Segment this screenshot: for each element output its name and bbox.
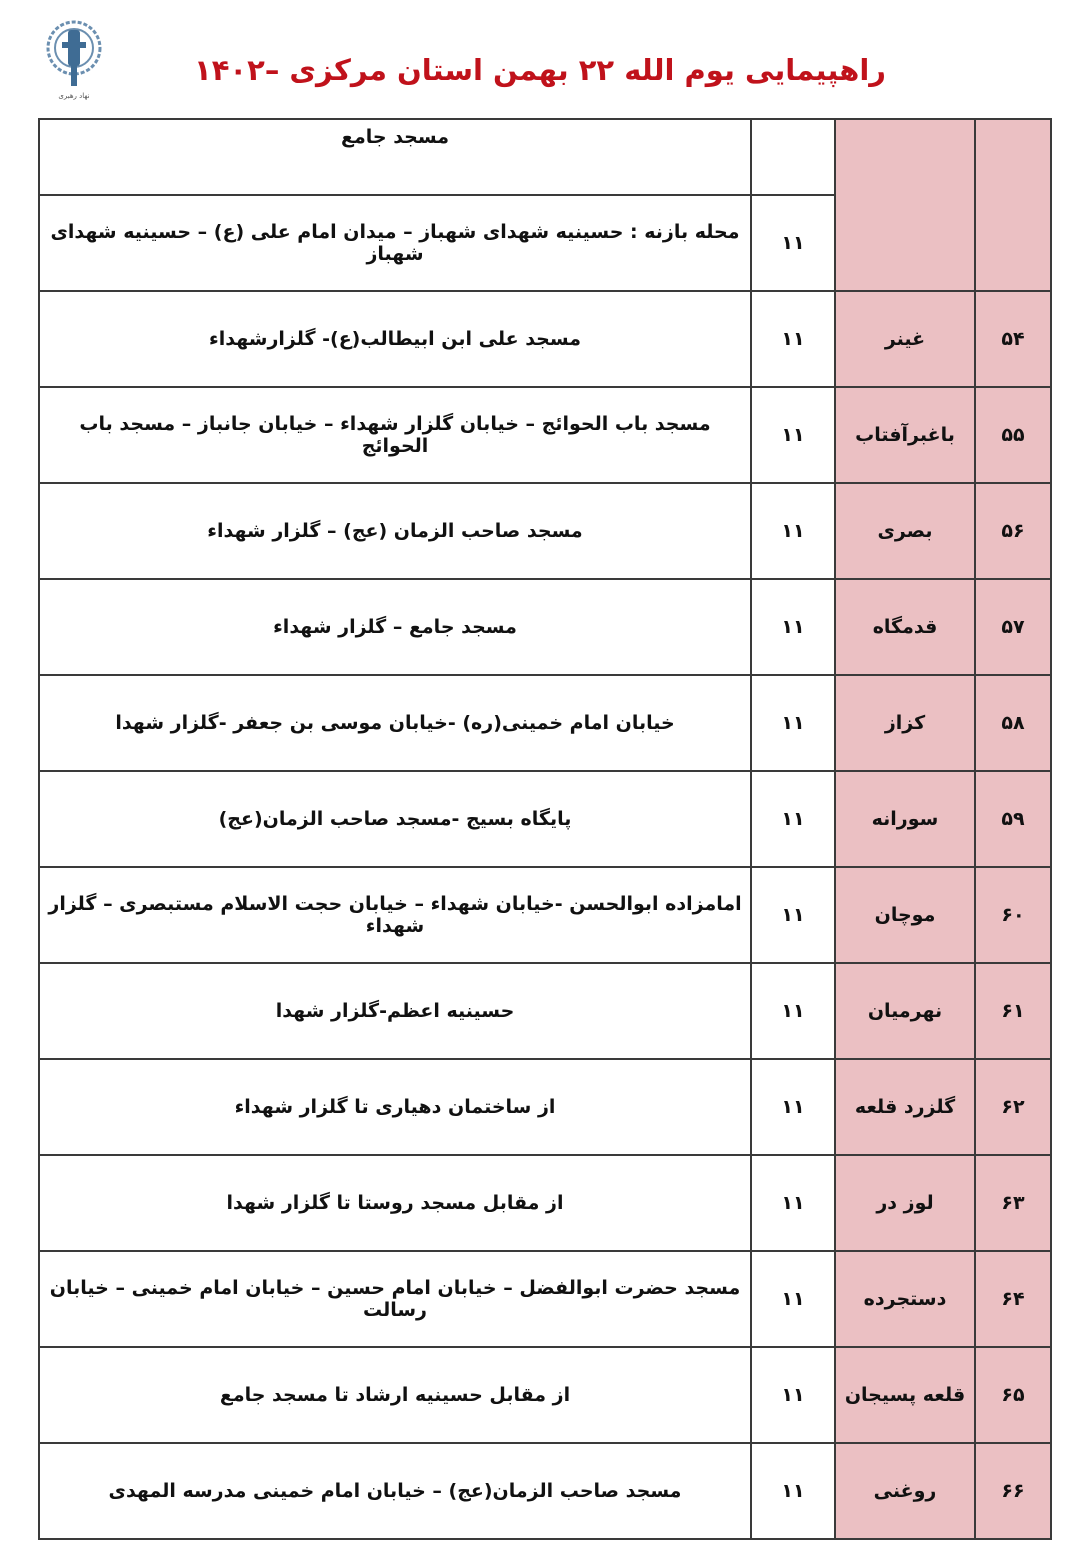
row-index bbox=[975, 119, 1051, 291]
village-name bbox=[835, 119, 975, 291]
village-name: لوز در bbox=[835, 1155, 975, 1251]
start-time: ۱۱ bbox=[751, 771, 835, 867]
route-description: مسجد جامع – گلزار شهداء bbox=[39, 579, 751, 675]
start-time: ۱۱ bbox=[751, 483, 835, 579]
row-index: ۶۰ bbox=[975, 867, 1051, 963]
start-time: ۱۱ bbox=[751, 1443, 835, 1539]
row-index: ۶۵ bbox=[975, 1347, 1051, 1443]
table-row bbox=[39, 579, 1051, 675]
village-name: باغبرآفتاب bbox=[835, 387, 975, 483]
table-row bbox=[39, 675, 1051, 771]
route-description: خیابان امام خمینی(ره) -خیابان موسی بن جعفر -گلزار شهدا bbox=[39, 675, 751, 771]
village-name: کزاز bbox=[835, 675, 975, 771]
village-name: قدمگاه bbox=[835, 579, 975, 675]
start-time: ۱۱ bbox=[751, 867, 835, 963]
table-row bbox=[39, 1347, 1051, 1443]
row-index: ۶۶ bbox=[975, 1443, 1051, 1539]
table-row bbox=[39, 1059, 1051, 1155]
village-name: روغنی bbox=[835, 1443, 975, 1539]
row-index: ۶۴ bbox=[975, 1251, 1051, 1347]
route-description: از مقابل حسینیه ارشاد تا مسجد جامع bbox=[39, 1347, 751, 1443]
route-description: مسجد حضرت ابوالفضل – خیابان امام حسین – خیابان امام خمینی – خیابان رسالت bbox=[39, 1251, 751, 1347]
table-row bbox=[39, 1251, 1051, 1347]
start-time: ۱۱ bbox=[751, 675, 835, 771]
start-time: ۱۱ bbox=[751, 195, 835, 291]
table-row bbox=[39, 387, 1051, 483]
start-time: ۱۱ bbox=[751, 387, 835, 483]
row-index: ۵۶ bbox=[975, 483, 1051, 579]
route-description: مسجد صاحب الزمان(عج) – خیابان امام خمینی مدرسه المهدی bbox=[39, 1443, 751, 1539]
village-name: بصری bbox=[835, 483, 975, 579]
route-description: محله بازنه : حسینیه شهدای شهباز – میدان امام علی (ع) – حسینیه شهدای شهباز bbox=[39, 195, 751, 291]
village-name: نهرمیان bbox=[835, 963, 975, 1059]
start-time: ۱۱ bbox=[751, 1059, 835, 1155]
start-time: ۱۱ bbox=[751, 963, 835, 1059]
table-row bbox=[39, 1443, 1051, 1539]
table-row bbox=[39, 291, 1051, 387]
row-index: ۵۹ bbox=[975, 771, 1051, 867]
logo-caption: نهاد رهبری bbox=[58, 92, 90, 100]
row-index: ۶۱ bbox=[975, 963, 1051, 1059]
village-name: گلزرد قلعه bbox=[835, 1059, 975, 1155]
row-index: ۵۴ bbox=[975, 291, 1051, 387]
table-row bbox=[39, 963, 1051, 1059]
village-name: موچان bbox=[835, 867, 975, 963]
table-row bbox=[39, 1155, 1051, 1251]
village-name: دستجرده bbox=[835, 1251, 975, 1347]
route-description: مسجد صاحب الزمان (عج) – گلزار شهداء bbox=[39, 483, 751, 579]
route-description: حسینیه اعظم-گلزار شهدا bbox=[39, 963, 751, 1059]
village-name: قلعه پسیجان bbox=[835, 1347, 975, 1443]
start-time: ۱۱ bbox=[751, 579, 835, 675]
route-description: از ساختمان دهیاری تا گلزار شهداء bbox=[39, 1059, 751, 1155]
route-description: مسجد علی ابن ابیطالب(ع)- گلزارشهداء bbox=[39, 291, 751, 387]
start-time bbox=[751, 119, 835, 195]
page-title: راهپیمایی یوم الله ۲۲ بهمن استان مرکزی –۱۴۰۲ bbox=[194, 53, 886, 87]
start-time: ۱۱ bbox=[751, 1347, 835, 1443]
village-name: سورانه bbox=[835, 771, 975, 867]
table-row bbox=[39, 483, 1051, 579]
row-index: ۵۸ bbox=[975, 675, 1051, 771]
route-description: امامزاده ابوالحسن -خیابان شهداء – خیابان حجت الاسلام مستبصری – گلزار شهداء bbox=[39, 867, 751, 963]
route-description: پایگاه بسیج -مسجد صاحب الزمان(عج) bbox=[39, 771, 751, 867]
start-time: ۱۱ bbox=[751, 291, 835, 387]
table-row bbox=[39, 119, 1051, 195]
village-name: غینر bbox=[835, 291, 975, 387]
row-index: ۶۲ bbox=[975, 1059, 1051, 1155]
table-row bbox=[39, 867, 1051, 963]
row-index: ۵۵ bbox=[975, 387, 1051, 483]
start-time: ۱۱ bbox=[751, 1155, 835, 1251]
route-description: از مقابل مسجد روستا تا گلزار شهدا bbox=[39, 1155, 751, 1251]
march-routes-table bbox=[38, 118, 1052, 1540]
route-description: مسجد جامع bbox=[39, 119, 751, 195]
start-time: ۱۱ bbox=[751, 1251, 835, 1347]
row-index: ۵۷ bbox=[975, 579, 1051, 675]
route-description: مسجد باب الحوائج – خیابان گلزار شهداء – خیابان جانباز – مسجد باب الحوائج bbox=[39, 387, 751, 483]
row-index: ۶۳ bbox=[975, 1155, 1051, 1251]
table-row bbox=[39, 771, 1051, 867]
